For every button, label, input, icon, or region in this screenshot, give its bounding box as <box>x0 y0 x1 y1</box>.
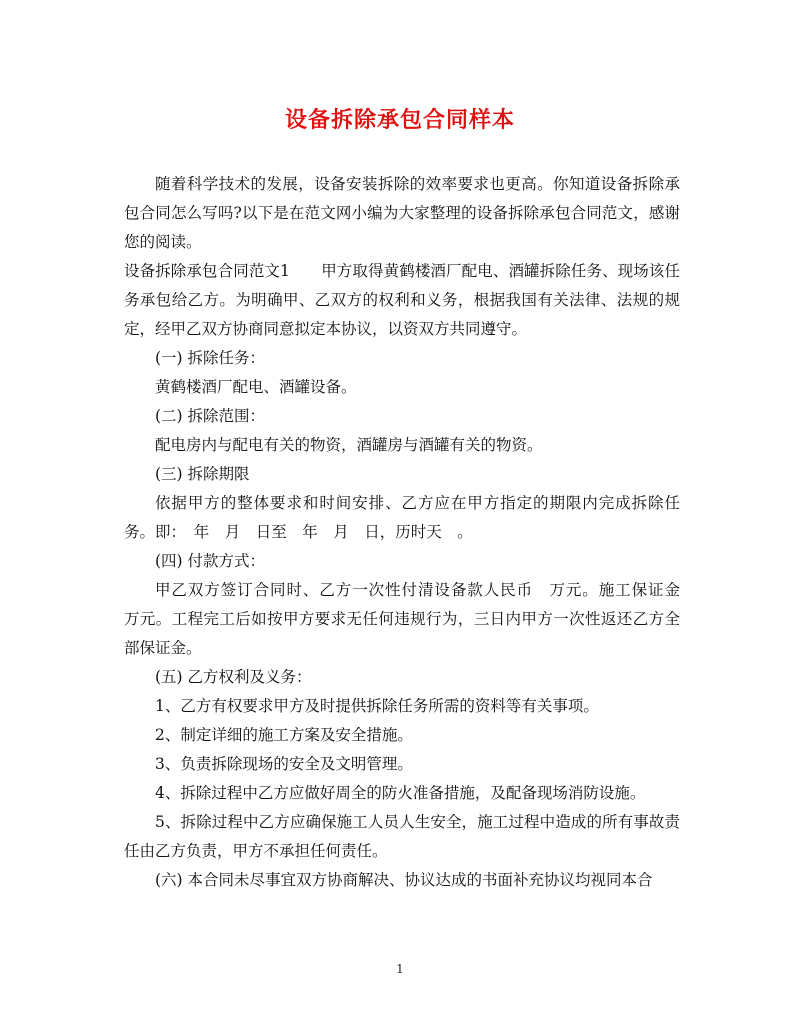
list-item-2: 2、制定详细的施工方案及安全措施。 <box>155 726 413 744</box>
section-heading-3: (三) 拆除期限 <box>155 465 250 483</box>
paragraph-task: 黄鹤楼酒厂配电、酒罐设备。 <box>155 378 357 396</box>
paragraph-deadline: 依据甲方的整体要求和时间安排、乙方应在甲方指定的期限内完成拆除任务。即： 年 月 日至 年 月 日，历时天 。 <box>124 494 680 541</box>
list-item-4: 4、拆除过程中乙方应做好周全的防火准备措施，及配备现场消防设施。 <box>155 784 646 802</box>
paragraph-sample-1: 设备拆除承包合同范文1 甲方取得黄鹤楼酒厂配电、酒罐拆除任务、现场该任务承包给乙方。为明确甲、乙双方的权利和义务，根据我国有关法律、法规的规定，经甲乙双方协商同意拟定本协议，以资双方共同遵守。 <box>124 262 680 338</box>
document-title: 设备拆除承包合同样本 <box>284 107 515 133</box>
paragraph-scope: 配电房内与配电有关的物资，酒罐房与酒罐有关的物资。 <box>155 436 543 454</box>
paragraph-payment: 甲乙双方签订合同时、乙方一次性付清设备款人民币 万元。施工保证金 万元。工程完工后如按甲方要求无任何违规行为，三日内甲方一次性返还乙方全部保证金。 <box>124 581 696 657</box>
section-heading-5: (五) 乙方权利及义务： <box>155 668 312 686</box>
document-body <box>124 170 696 895</box>
section-heading-6: (六) 本合同未尽事宜双方协商解决、协议达成的书面补充协议均视同本合 <box>155 871 653 889</box>
page-number: 1 <box>396 962 404 976</box>
list-item-1: 1、乙方有权要求甲方及时提供拆除任务所需的资料等有关事项。 <box>155 697 599 715</box>
paragraph-intro: 随着科学技术的发展，设备安装拆除的效率要求也更高。你知道设备拆除承包合同怎么写吗?以下是在范文网小编为大家整理的设备拆除承包合同范文，感谢您的阅读。 <box>124 175 680 251</box>
section-heading-1: (一) 拆除任务： <box>155 349 266 367</box>
list-item-5: 5、拆除过程中乙方应确保施工人员人生安全，施工过程中造成的所有事故责任由乙方负责，甲方不承担任何责任。 <box>124 813 680 860</box>
section-heading-2: (二) 拆除范围： <box>155 407 266 425</box>
section-heading-4: (四) 付款方式： <box>155 552 266 570</box>
list-item-3: 3、负责拆除现场的安全及文明管理。 <box>155 755 413 773</box>
